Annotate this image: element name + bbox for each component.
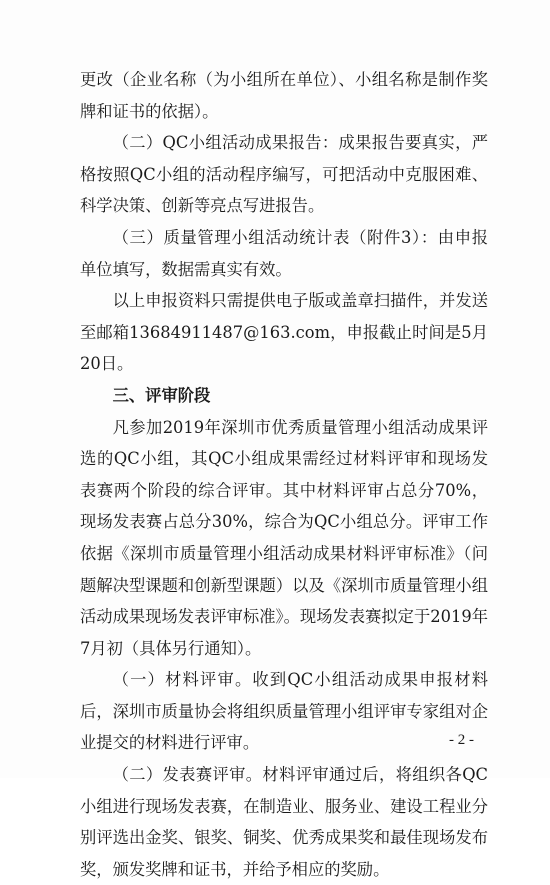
paragraph-review-overview: 凡参加2019年深圳市优秀质量管理小组活动成果评选的QC小组，其QC小组成果需经过材料评审和现场发表赛两个阶段的综合评审。其中材料评审占总分70%，现场发表赛占总分30%，综合为QC小组总分。评审工作依据《深圳市质量管理小组活动成果材料评审标准》（问题解决型课题和创新型课题）以及《深圳市质量管理小组活动成果现场发表评审标准》。现场发表赛拟定于2019年7月初（具体另行通知）。 bbox=[80, 417, 488, 658]
document-body bbox=[80, 64, 488, 885]
paragraph-activity-report: （二）QC小组活动成果报告：成果报告要真实，严格按照QC小组的活动程序编写，可把活动中克服困难、科学决策、创新等亮点写进报告。 bbox=[80, 133, 488, 216]
paragraph-presentation-review: （二）发表赛评审。材料评审通过后，将组织各QC小组进行现场发表赛，在制造业、服务业、建设工程业分别评选出金奖、银奖、铜奖、优秀成果奖和最佳现场发布奖，颁发奖牌和证书，并给予相应的奖励。 bbox=[80, 765, 488, 879]
section-heading-review-stage: 三、评审阶段 bbox=[112, 385, 211, 405]
paragraph-submission-email: 以上申报资料只需提供电子版或盖章扫描件，并发送至邮箱13684911487@163.com，申报截止时间是5月20日。 bbox=[80, 291, 488, 374]
paragraph-material-review: （一）材料评审。收到QC小组活动成果申报材料后，深圳市质量协会将组织质量管理小组评审专家组对企业提交的材料进行评审。 bbox=[80, 670, 488, 753]
page-number: - 2 - bbox=[449, 732, 474, 748]
paragraph-statistics-table: （三）质量管理小组活动统计表（附件3）：由申报单位填写，数据需真实有效。 bbox=[80, 227, 488, 279]
paragraph-award-basis: 更改（企业名称（为小组所在单位）、小组名称是制作奖牌和证书的依据）。 bbox=[80, 70, 488, 121]
